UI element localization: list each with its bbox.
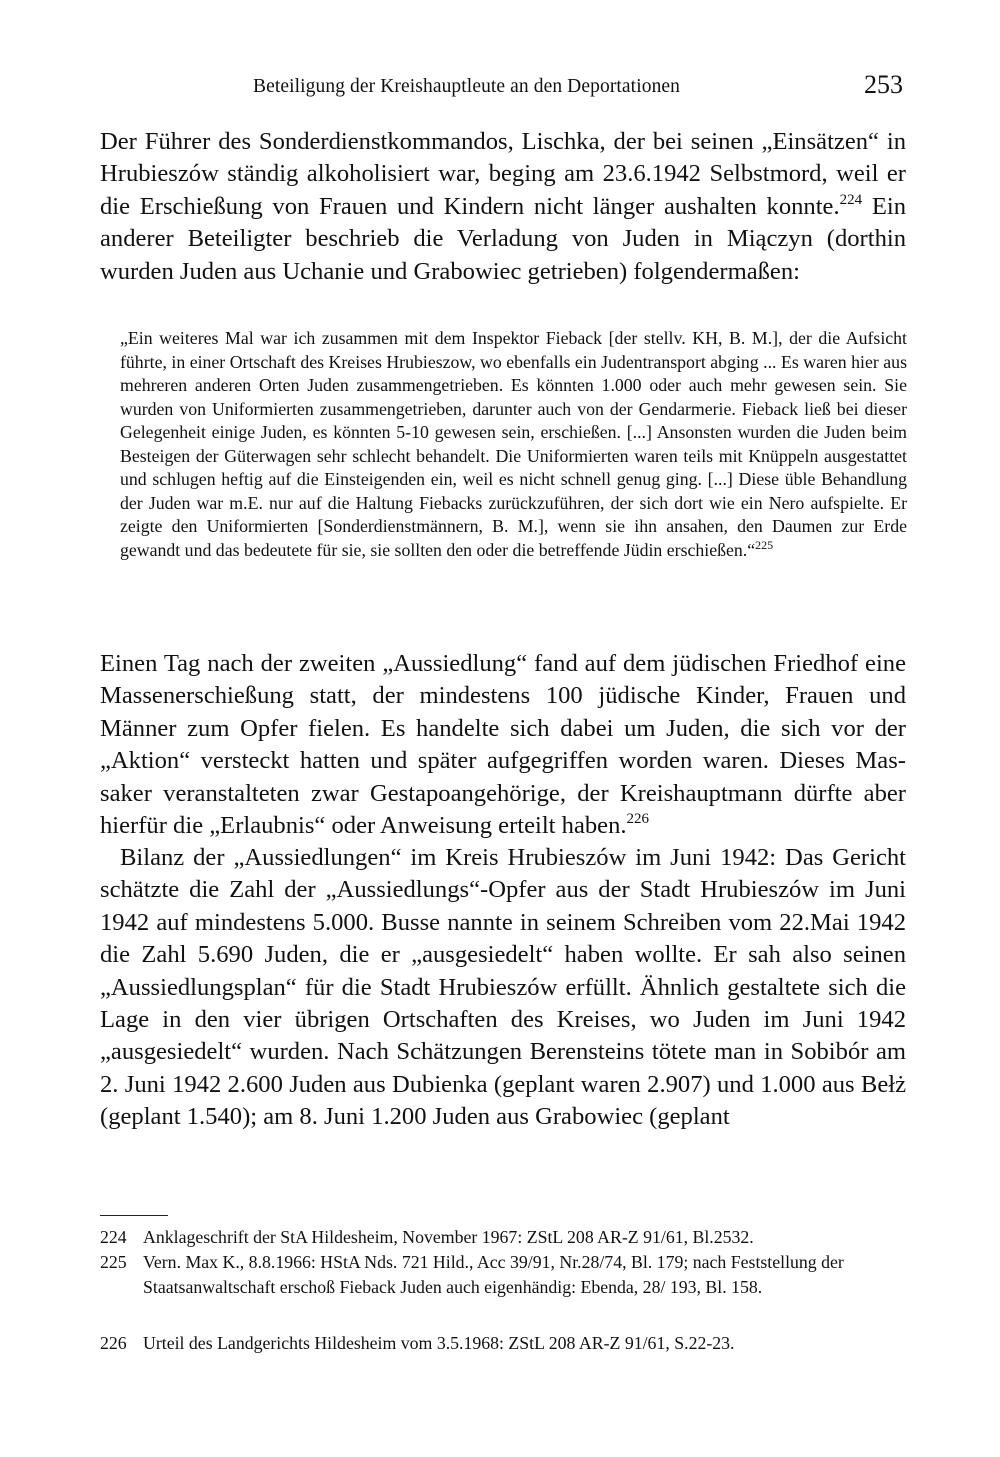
footnote-ref-225: 225 [755,537,774,552]
footnote-text: Vern. Max K., 8.8.1966: HStA Nds. 721 Hild., Acc 39/91, Nr.28/74, Bl. 179; nach Feststellung der Staatsanwaltschaft erschoß Fieback Juden auch eigenhändig: Ebenda, 28/ 193, Bl. 158. [143,1252,844,1297]
footnote-225 [100,1250,906,1299]
footnote-divider [100,1215,168,1216]
footnote-ref-224: 224 [839,191,863,208]
body-paragraph-2 [100,648,906,842]
paragraph-text: Der Führer des Sonderdienstkommandos, Lischka, der bei seinen „Einsätzen“ in Hrubieszów ständig alkoholisiert war, beging am 23.6.1942 Selbstmord, weil er die Erschießung von Frauen und Kindern nicht länger aushalten konnte. [100,128,906,220]
footnote-226 [100,1331,906,1356]
footnote-text: Anklageschrift der StA Hildesheim, November 1967: ZStL 208 AR-Z 91/61, Bl.2532. [143,1227,754,1247]
paragraph-text: Einen Tag nach der zweiten „Aussiedlung“ fand auf dem jüdischen Friedhof eine Massenerschießung statt, der mindestens 100 jüdische Kinder, Frauen und Männer zum Opfer fielen. Es handelte sich dabei um Juden, die sich vor der „Aktion“ versteckt hatten und später aufgegriffen worden waren. Dieses Massaker veranstalteten zwar Gestapoangehörige, der Kreishauptmann dürfte aber hierfür die „Erlaubnis“ oder Anweisung erteilt haben. [100,650,906,840]
footnote-number: 224 [100,1227,127,1247]
paragraph-text: Ein anderer Beteiligter beschrieb die Verladung von Juden in Miączyn (dorthin wurden Juden aus Uchanie und Grabowiec getrieben) folgendermaßen: [100,192,906,285]
page-header [100,66,905,106]
body-paragraph-3 [100,842,906,1134]
page-number: 253 [864,70,903,99]
footnote-number: 226 [100,1333,127,1353]
body-paragraph-1 [100,126,906,288]
quote-text: „Ein weiteres Mal war ich zusammen mit dem Inspektor Fieback [der stellv. KH, B. M.], der die Aufsicht führte, in einer Ortschaft des Kreises Hrubieszow, wo ebenfalls ein Judentransport abging ... Es waren hier aus mehreren anderen Orten Juden zusammengetrieben. Es könnten 1.000 oder auch mehr gewesen sein. Sie wurden von Uniformierten zusammengetrieben, darunter auch von der Gendarmerie. Fieback ließ bei dieser Gelegenheit einige Juden, es könnten 5-10 gewesen sein, erschießen. [...] Ansonsten wurden die Juden beim Besteigen der Güterwagen sehr schlecht behandelt. Die Uniformierten waren teils mit Knüppeln ausgestattet und schlugen heftig auf die Einsteigenden ein, weil es nicht schnell genug ging. [...] Diese üble Behandlung der Juden war m.E. nur auf die Haltung Fiebacks zurückzuführen, der sich dort wie ein Nero aufspielte. Er zeigte den Uniformierten [Sonderdienstmännern, B. M.], wenn sie ihn ansahen, den Daumen zur Erde gewandt und das bedeutete für sie, sie sollten den oder die betreffende Jüdin erschießen.“ [120,328,907,560]
paragraph-text: Bilanz der „Aussiedlungen“ im Kreis Hrubieszów im Juni 1942: Das Gericht schätzte die Zahl der „Aussiedlungs“-Opfer aus der Stadt Hrubieszów im Juni 1942 auf mindestens 5.000. Busse nannte in seinem Schreiben vom 22.Mai 1942 die Zahl 5.690 Juden, die er „ausgesiedelt“ haben wollte. Er sah also seinen „Aussiedlungsplan“ für die Stadt Hrubieszów erfüllt. Ähnlich gestaltete sich die Lage in den vier übrigen Ortschaften des Kreises, wo Juden im Juni 1942 „ausgesiedelt“ wurden. Nach Schätzungen Berensteins tötete man in Sobibór am 2. Juni 1942 2.600 Juden aus Dubienka (geplant waren 2.907) und 1.000 aus Bełż (geplant 1.540); am 8. Juni 1.200 Juden aus Grabowiec (geplant [100,844,906,1131]
block-quote [120,327,907,562]
running-title: Beteiligung der Kreishauptleute an den Deportationen [253,76,681,97]
footnote-text: Urteil des Landgerichts Hildesheim vom 3.5.1968: ZStL 208 AR-Z 91/61, S.22-23. [143,1333,735,1353]
footnote-ref-226: 226 [626,811,650,828]
footnote-224 [100,1225,906,1250]
footnote-number: 225 [100,1252,127,1272]
